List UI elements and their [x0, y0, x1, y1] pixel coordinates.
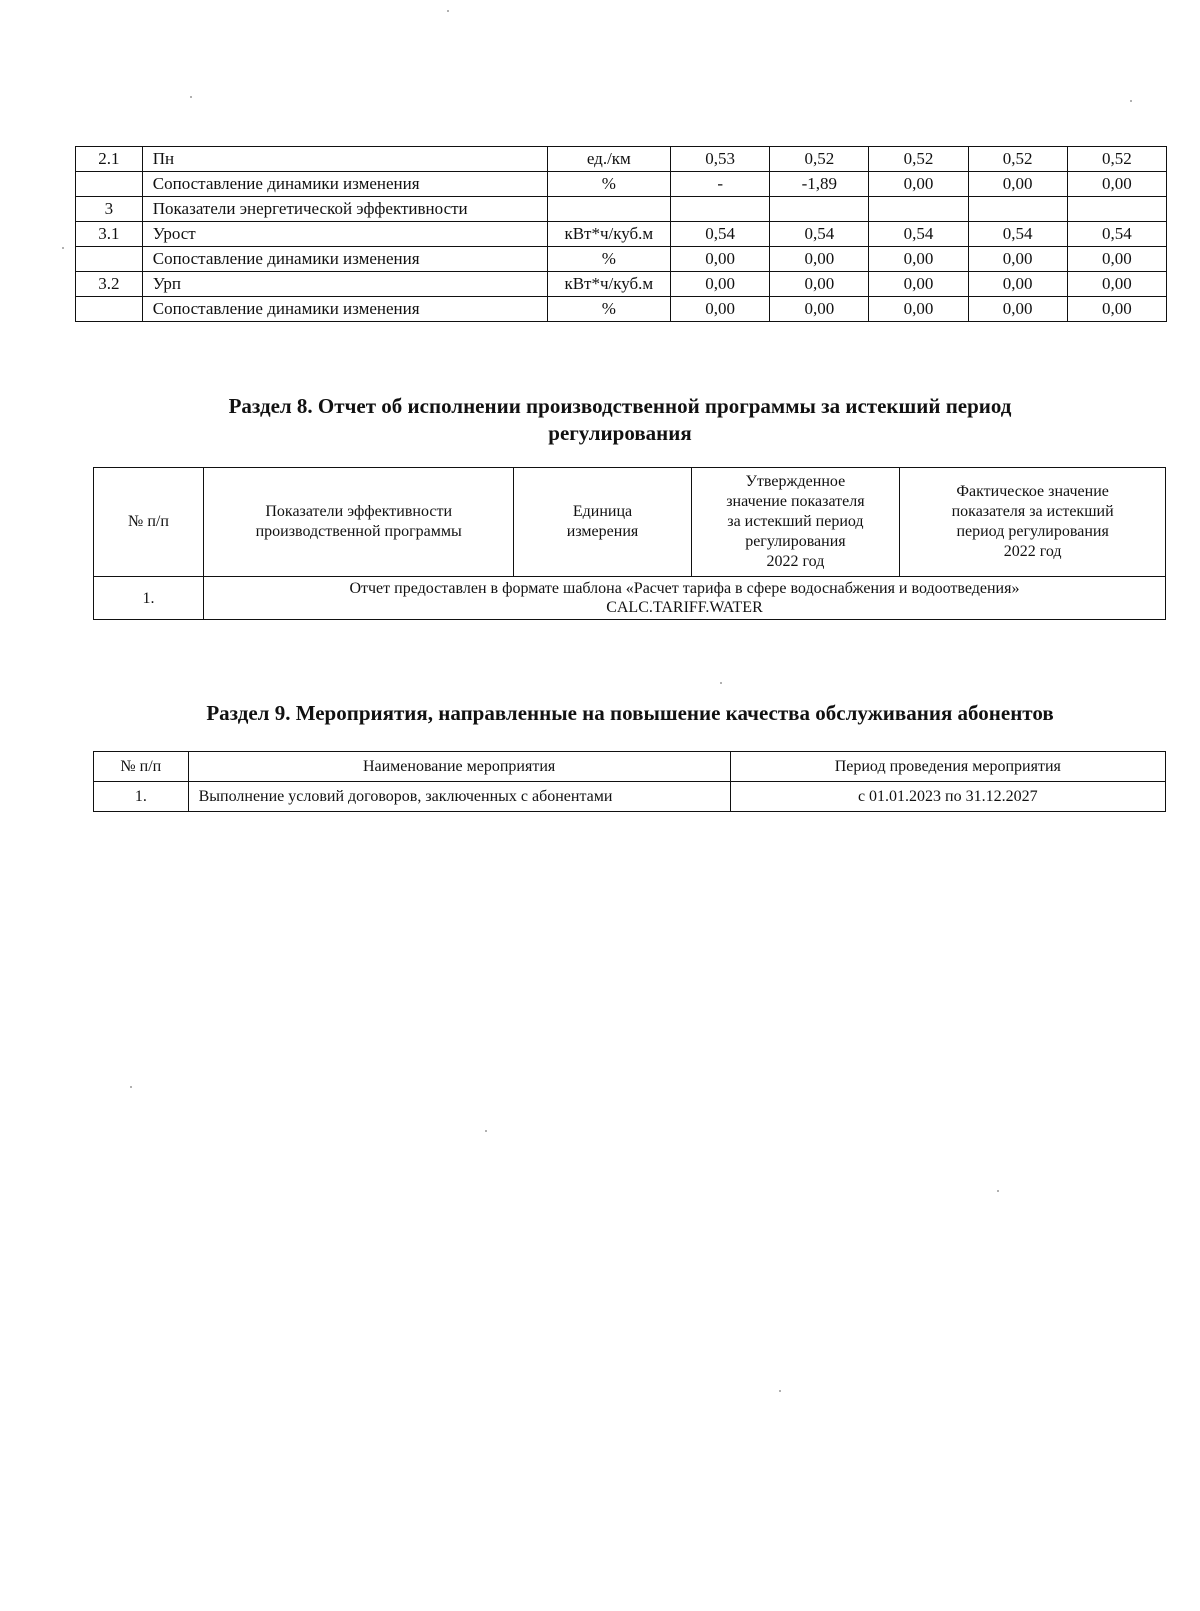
row-num	[76, 172, 143, 197]
row-report-note: Отчет предоставлен в формате шаблона «Расчет тарифа в сфере водоснабжения и водоотведения» CALC.TARIFF.WATER	[203, 577, 1165, 620]
row-period: с 01.01.2023 по 31.12.2027	[730, 782, 1165, 812]
row-value: 0,00	[869, 172, 968, 197]
table-row	[76, 147, 1167, 172]
row-value	[671, 197, 770, 222]
row-unit: кВт*ч/куб.м	[547, 222, 670, 247]
row-value	[869, 197, 968, 222]
row-value: 0,00	[1067, 172, 1166, 197]
row-unit: ед./км	[547, 147, 670, 172]
row-name: Выполнение условий договоров, заключенных с абонентами	[188, 782, 730, 812]
section-9-title: Раздел 9. Мероприятия, направленные на повышение качества обслуживания абонентов	[206, 701, 1054, 725]
row-value: 0,00	[968, 247, 1067, 272]
row-value: -	[671, 172, 770, 197]
table-row	[94, 577, 1166, 620]
row-value: 0,00	[968, 297, 1067, 322]
row-value: 0,00	[968, 272, 1067, 297]
table-row	[76, 247, 1167, 272]
scan-speck	[447, 10, 449, 12]
row-value: 0,00	[671, 297, 770, 322]
row-num: 3.1	[76, 222, 143, 247]
table-row	[94, 782, 1166, 812]
row-num	[76, 297, 143, 322]
row-value: -1,89	[770, 172, 869, 197]
indicators-table	[75, 146, 1167, 322]
table-row	[76, 197, 1167, 222]
row-unit: %	[547, 172, 670, 197]
row-value: 0,00	[671, 272, 770, 297]
row-value: 0,54	[770, 222, 869, 247]
row-value: 0,54	[671, 222, 770, 247]
scan-speck	[720, 682, 722, 684]
row-value	[968, 197, 1067, 222]
header-indicator: Показатели эффективности производственной программы	[203, 468, 514, 577]
row-unit: %	[547, 297, 670, 322]
row-value: 0,54	[968, 222, 1067, 247]
row-unit	[547, 197, 670, 222]
row-unit: кВт*ч/куб.м	[547, 272, 670, 297]
scan-speck	[130, 1086, 132, 1088]
section-9-table	[93, 751, 1166, 812]
section-9-header-row	[94, 752, 1166, 782]
row-value: 0,00	[770, 297, 869, 322]
header-actual: Фактическое значение показателя за истекший период регулирования 2022 год	[900, 468, 1166, 577]
row-value: 0,00	[869, 297, 968, 322]
table-row	[76, 172, 1167, 197]
header-unit: Единица измерения	[514, 468, 691, 577]
row-value: 0,52	[869, 147, 968, 172]
row-value: 0,53	[671, 147, 770, 172]
scan-speck	[1130, 100, 1132, 102]
row-value	[1067, 197, 1166, 222]
table-row	[76, 272, 1167, 297]
row-indicator-name: Показатели энергетической эффективности	[142, 197, 547, 222]
header-period: Период проведения мероприятия	[730, 752, 1165, 782]
row-indicator-name: Урост	[142, 222, 547, 247]
indicators-table-body	[76, 147, 1167, 322]
row-num: 3	[76, 197, 143, 222]
table-row	[76, 222, 1167, 247]
row-value: 0,52	[1067, 147, 1166, 172]
scan-speck	[485, 1130, 487, 1132]
row-value: 0,00	[671, 247, 770, 272]
section-8-title	[130, 393, 1110, 447]
scan-speck	[190, 96, 192, 98]
row-value: 0,00	[1067, 247, 1166, 272]
row-value: 0,52	[968, 147, 1067, 172]
row-indicator-name: Урп	[142, 272, 547, 297]
scan-speck	[62, 247, 64, 249]
header-approved: Утвержденное значение показателя за истекший период регулирования 2022 год	[691, 468, 900, 577]
header-num: № п/п	[94, 752, 189, 782]
row-num	[76, 247, 143, 272]
row-value: 0,00	[770, 247, 869, 272]
row-unit: %	[547, 247, 670, 272]
row-value: 0,00	[968, 172, 1067, 197]
row-value: 0,52	[770, 147, 869, 172]
section-8-table	[93, 467, 1166, 620]
row-value: 0,54	[869, 222, 968, 247]
row-indicator-name: Сопоставление динамики изменения	[142, 247, 547, 272]
header-name: Наименование мероприятия	[188, 752, 730, 782]
row-value	[770, 197, 869, 222]
scan-speck	[997, 1190, 999, 1192]
scan-speck	[779, 1390, 781, 1392]
section-8-title-line2: регулирования	[548, 421, 692, 445]
row-num: 1.	[94, 782, 189, 812]
row-num: 2.1	[76, 147, 143, 172]
row-indicator-name: Сопоставление динамики изменения	[142, 297, 547, 322]
row-indicator-name: Пн	[142, 147, 547, 172]
row-num: 1.	[94, 577, 204, 620]
row-value: 0,00	[1067, 272, 1166, 297]
section-8-title-line1: Раздел 8. Отчет об исполнении производственной программы за истекший период	[228, 394, 1012, 418]
row-value: 0,00	[1067, 297, 1166, 322]
table-row	[76, 297, 1167, 322]
row-value: 0,00	[869, 272, 968, 297]
row-num: 3.2	[76, 272, 143, 297]
row-value: 0,00	[869, 247, 968, 272]
header-num: № п/п	[94, 468, 204, 577]
row-value: 0,00	[770, 272, 869, 297]
row-value: 0,54	[1067, 222, 1166, 247]
section-8-header-row	[94, 468, 1166, 577]
row-indicator-name: Сопоставление динамики изменения	[142, 172, 547, 197]
